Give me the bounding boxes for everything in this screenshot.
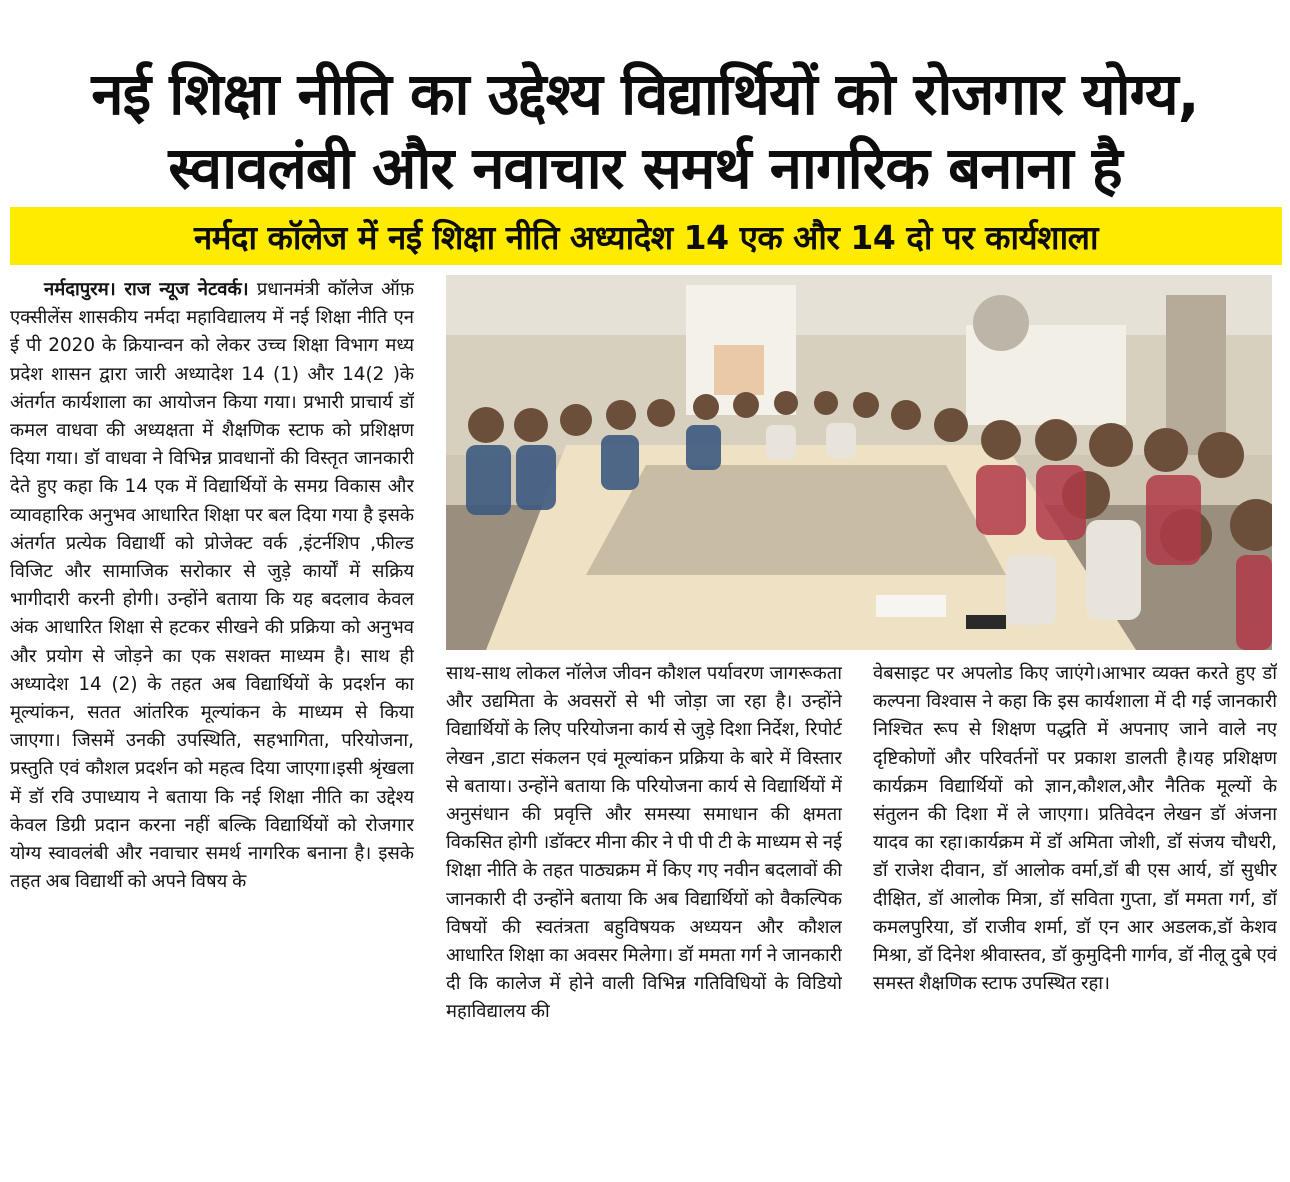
workshop-photo-illustration xyxy=(446,275,1272,650)
dateline: नर्मदापुरम। राज न्यूज नेटवर्क। xyxy=(44,279,249,300)
article-column-1 xyxy=(10,276,414,1176)
headline-line-1: नई शिक्षा नीति का उद्देश्य विद्यार्थियों को रोजगार योग्य, xyxy=(91,59,1199,128)
subheadline-text: नर्मदा कॉलेज में नई शिक्षा नीति अध्यादेश 14 एक और 14 दो पर कार्यशाला xyxy=(193,217,1099,257)
article-column-2 xyxy=(446,660,842,1176)
article-paragraph-1 xyxy=(10,276,414,896)
headline-line-2: स्वावलंबी और नवाचार समर्थ नागरिक बनाना है xyxy=(168,133,1122,202)
column-3-text: वेबसाइट पर अपलोड किए जाएंगे।आभार व्यक्त करते हुए डॉ कल्पना विश्वास ने कहा कि इस कार्यशाला में दी गई जानकारी निश्चित रूप से शिक्षण पद्धति में अपनाए जाने वाले नए दृष्टिकोणों और परिवर्तनों पर प्रकाश डालती है।यह प्रशिक्षण कार्यक्रम विद्यार्थियों को ज्ञान,कौशल,और नैतिक मूल्यों के संतुलन की दिशा में ले जाएगा। प्रतिवेदन लेखन डॉ अंजना यादव का रहा।कार्यक्रम में डॉ अमिता जोशी, डॉ संजय चौधरी, डॉ राजेश दीवान, डॉ आलोक वर्मा,डॉ बी एस आर्य, डॉ सुधीर दीक्षित, डॉ आलोक मित्रा, डॉ सविता गुप्ता, डॉ ममता गर्ग, डॉ कमलपुरिया, डॉ राजीव शर्मा, डॉ एन आर अडलक,डॉ केशव मिश्रा, डॉ दिनेश श्रीवास्तव, डॉ कुमुदिनी गार्गव, डॉ नीलू दुबे एवं समस्त शैक्षणिक स्टाफ उपस्थित रहा। xyxy=(873,663,1277,995)
subheadline-banner xyxy=(10,207,1282,265)
column-2-text: साथ-साथ लोकल नॉलेज जीवन कौशल पर्यावरण जागरूकता और उद्यमिता के अवसरों से भी जोड़ा जा रहा है। उन्होंने विद्यार्थियों के लिए परियोजना कार्य से जुड़े दिशा निर्देश, रिपोर्ट लेखन ,डाटा संकलन एवं मूल्यांकन प्रक्रिया के बारे में विस्तार से बताया। उन्होंने बताया कि परियोजना कार्य से विद्यार्थियों में अनुसंधान की प्रवृत्ति और समस्या समाधान की क्षमता विकसित होगी ।डॉक्टर मीना कीर ने पी पी टी के माध्यम से नई शिक्षा नीति के तहत पाठ्यक्रम में किए गए नवीन बदलावों की जानकारी दी उन्होंने बताया कि अब विद्यार्थियों को वैकल्पिक विषयों की स्वतंत्रता बहुविषयक अध्ययन और कौशल आधारित शिक्षा का अवसर मिलेगा। डॉ ममता गर्ग ने जानकारी दी कि कालेज में होने वाली विभिन्न गतिविधियों के विडियो महाविद्यालय की xyxy=(446,663,842,1023)
workshop-photo xyxy=(446,275,1272,650)
headline xyxy=(10,57,1280,205)
column-1-text: प्रधानमंत्री कॉलेज ऑफ़ एक्सीलेंस शासकीय नर्मदा महाविद्यालय में नई शिक्षा नीति एन ई पी 2020 के क्रियान्वन को लेकर उच्च शिक्षा विभाग मध्य प्रदेश शासन द्वारा जारी अध्यादेश 14 (1) और 14(2 )के अंतर्गत कार्यशाला का आयोजन किया गया। प्रभारी प्राचार्य डॉ कमल वाधवा की अध्यक्षता में शैक्षणिक स्टाफ को प्रशिक्षण दिया गया। डॉ वाधवा ने विभिन्न प्रावधानों की विस्तृत जानकारी देते हुए कहा कि 14 एक में विद्यार्थियों के समग्र विकास और व्यावहारिक अनुभव आधारित शिक्षा पर बल दिया गया है इसके अंतर्गत प्रत्येक विद्यार्थी को प्रोजेक्ट वर्क ,इंटर्नशिप ,फील्ड विजिट और सामाजिक सरोकार से जुड़े कार्यों में सक्रिय भागीदारी करनी होगी। उन्होंने बताया कि यह बदलाव केवल अंक आधारित शिक्षा से हटकर सीखने की प्रक्रिया को अनुभव और प्रयोग से जोड़ने का एक सशक्त माध्यम है। साथ ही अध्यादेश 14 (2) के तहत अब विद्यार्थियों के प्रदर्शन का मूल्यांकन, सतत आंतरिक मूल्यांकन के माध्यम से किया जाएगा। जिसमें उनकी उपस्थिति, सहभागिता, परियोजना, प्रस्तुति एवं कौशल प्रदर्शन को महत्व दिया जाएगा।इसी श्रृंखला में डॉ रवि उपाध्याय ने बताया कि नई शिक्षा नीति का उद्देश्य केवल डिग्री प्रदान करना नहीं बल्कि विद्यार्थियों को रोजगार योग्य स्वावलंबी और नवाचार समर्थ नागरिक बनाना है। इसके तहत अब विद्यार्थी को अपने विषय के xyxy=(10,279,414,893)
article-column-3 xyxy=(873,660,1277,1176)
